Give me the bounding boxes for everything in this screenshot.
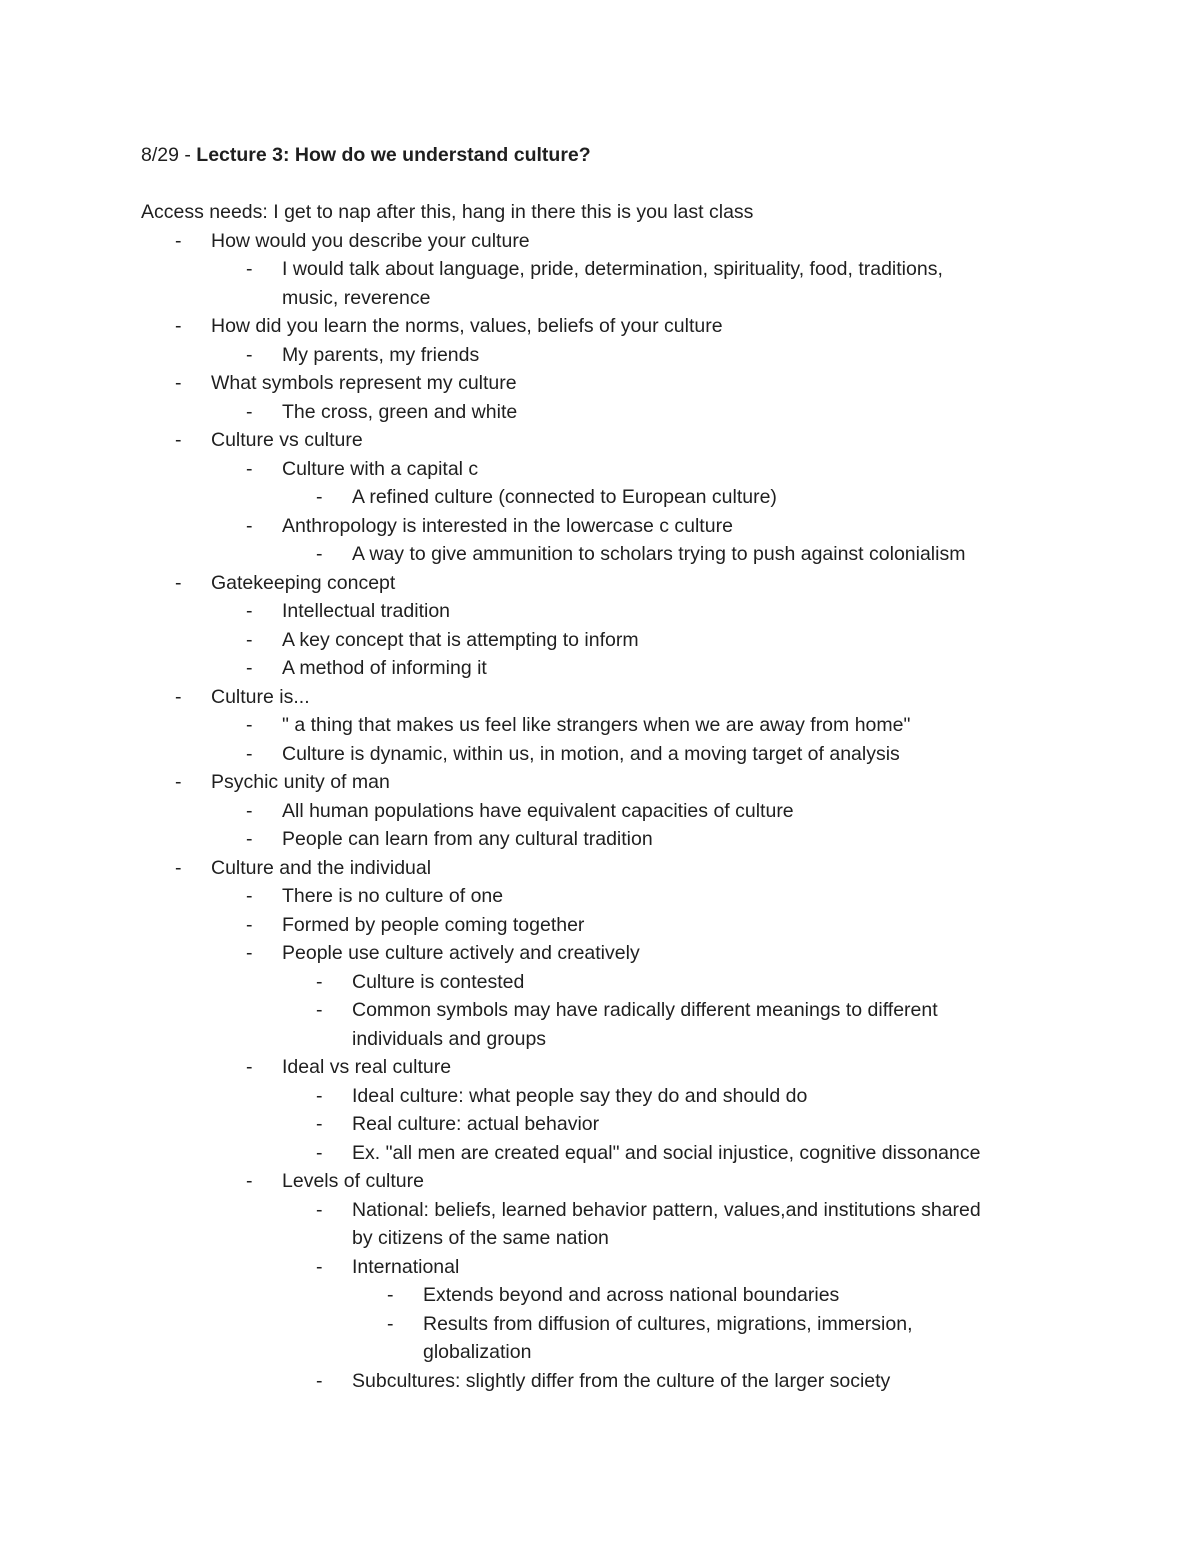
list-item xyxy=(141,968,1061,997)
list-item-text: Gatekeeping concept xyxy=(211,571,396,594)
bullet-dash: - xyxy=(246,514,253,537)
bullet-dash: - xyxy=(316,1084,323,1107)
bullet-dash: - xyxy=(246,400,253,423)
title-date: 8/29 - xyxy=(141,144,197,166)
list-item xyxy=(141,227,1061,256)
list-item xyxy=(141,341,1061,370)
bullet-dash: - xyxy=(316,970,323,993)
bullet-dash: - xyxy=(246,913,253,936)
list-item-text: All human populations have equivalent capacities of culture xyxy=(282,799,794,822)
bullet-dash: - xyxy=(246,343,253,366)
list-item xyxy=(141,1053,1061,1082)
list-item xyxy=(141,740,1061,769)
list-item xyxy=(141,483,1061,512)
list-item-text: Anthropology is interested in the lowercase c culture xyxy=(282,514,733,537)
blank-line xyxy=(141,170,1061,199)
bullet-dash: - xyxy=(316,1255,323,1278)
bullet-dash: - xyxy=(175,372,182,394)
list-item-text: I would talk about language, pride, determination, spirituality, food, traditions, xyxy=(282,258,943,280)
list-item xyxy=(141,512,1061,541)
list-item-text: A way to give ammunition to scholars trying to push against colonialism xyxy=(352,543,966,565)
bullet-dash: - xyxy=(246,942,253,964)
list-item xyxy=(141,597,1061,626)
bullet-dash: - xyxy=(246,828,253,850)
list-item-text: " a thing that makes us feel like strangers when we are away from home" xyxy=(282,714,911,736)
list-item-text: Levels of culture xyxy=(282,1170,424,1192)
list-item-text: Culture is contested xyxy=(352,970,525,993)
list-item-text: Psychic unity of man xyxy=(211,771,390,793)
list-item-text: People can learn from any cultural tradition xyxy=(282,828,653,850)
list-item xyxy=(141,1110,1061,1139)
bullet-dash: - xyxy=(175,315,182,337)
list-item-text: Ideal culture: what people say they do and should do xyxy=(352,1084,808,1107)
list-item xyxy=(141,996,1061,1053)
list-item xyxy=(141,1196,1061,1253)
list-item-text: People use culture actively and creatively xyxy=(282,942,640,964)
bullet-dash: - xyxy=(246,457,253,480)
list-item-text: A key concept that is attempting to inform xyxy=(282,628,639,651)
list-item xyxy=(141,683,1061,712)
list-item xyxy=(141,882,1061,911)
list-item xyxy=(141,398,1061,427)
list-item xyxy=(141,1167,1061,1196)
list-item-text: Common symbols may have radically different meanings to different xyxy=(352,999,938,1021)
list-item xyxy=(141,426,1061,455)
list-item-text: Culture with a capital c xyxy=(282,457,479,480)
bullet-dash: - xyxy=(246,1170,253,1192)
bullet-dash: - xyxy=(246,1056,253,1078)
list-item-text: Intellectual tradition xyxy=(282,600,451,622)
bullet-dash: - xyxy=(246,799,253,822)
bullet-dash: - xyxy=(175,856,182,879)
list-item xyxy=(141,911,1061,940)
bullet-dash: - xyxy=(387,1284,394,1306)
list-item xyxy=(141,455,1061,484)
bullet-dash: - xyxy=(316,486,323,508)
bullet-dash: - xyxy=(316,1369,323,1392)
list-item-text-continued: music, reverence xyxy=(282,286,431,309)
list-item-text: Formed by people coming together xyxy=(282,913,585,936)
list-item-text: Subcultures: slightly differ from the culture of the larger society xyxy=(352,1369,891,1392)
bullet-dash: - xyxy=(316,543,323,565)
list-item-text-continued: by citizens of the same nation xyxy=(352,1227,609,1249)
list-item-text: A method of informing it xyxy=(282,657,487,679)
list-item xyxy=(141,797,1061,826)
list-item xyxy=(141,654,1061,683)
list-item-text: Ex. "all men are created equal" and social injustice, cognitive dissonance xyxy=(352,1141,981,1164)
list-item-text: Culture is dynamic, within us, in motion, and a moving target of analysis xyxy=(282,742,900,765)
list-item-text: Extends beyond and across national boundaries xyxy=(423,1284,840,1306)
document-body xyxy=(141,141,1061,1395)
list-item-text: Real culture: actual behavior xyxy=(352,1113,600,1135)
access-needs-paragraph: Access needs: I get to nap after this, hang in there this is you last class xyxy=(141,201,754,223)
bullet-dash: - xyxy=(175,229,182,252)
list-item-text: My parents, my friends xyxy=(282,343,480,366)
list-item-text: A refined culture (connected to European culture) xyxy=(352,486,777,508)
list-item xyxy=(141,1253,1061,1282)
title-heading: Lecture 3: How do we understand culture? xyxy=(196,144,591,166)
list-item xyxy=(141,312,1061,341)
bullet-dash: - xyxy=(246,628,253,651)
list-item-text: Culture is... xyxy=(211,685,310,708)
bullet-dash: - xyxy=(387,1312,394,1335)
bullet-dash: - xyxy=(246,258,253,280)
bullet-dash: - xyxy=(175,429,182,451)
list-item xyxy=(141,569,1061,598)
list-item-text: Ideal vs real culture xyxy=(282,1056,452,1078)
bullet-dash: - xyxy=(246,885,253,907)
list-item xyxy=(141,1139,1061,1168)
list-item xyxy=(141,1281,1061,1310)
list-item xyxy=(141,711,1061,740)
list-item-text: The cross, green and white xyxy=(282,400,518,423)
list-item xyxy=(141,369,1061,398)
list-item-text: How would you describe your culture xyxy=(211,229,530,252)
list-item-text: National: beliefs, learned behavior pattern, values,and institutions shared xyxy=(352,1198,981,1221)
bullet-dash: - xyxy=(316,999,323,1021)
list-item-text: Culture and the individual xyxy=(211,856,432,879)
list-item xyxy=(141,768,1061,797)
bullet-dash: - xyxy=(316,1141,323,1164)
bullet-dash: - xyxy=(246,600,253,622)
bullet-dash: - xyxy=(316,1198,323,1221)
list-item-text: What symbols represent my culture xyxy=(211,372,517,394)
list-item xyxy=(141,939,1061,968)
list-item xyxy=(141,255,1061,312)
list-item xyxy=(141,626,1061,655)
bullet-dash: - xyxy=(316,1113,323,1135)
bullet-dash: - xyxy=(246,742,253,765)
list-item xyxy=(141,825,1061,854)
list-item-text: Results from diffusion of cultures, migrations, immersion, xyxy=(423,1312,913,1335)
list-item-text: There is no culture of one xyxy=(282,885,504,907)
bullet-dash: - xyxy=(175,685,182,708)
bullet-dash: - xyxy=(175,771,182,793)
list-item-text: Culture vs culture xyxy=(211,429,363,451)
bullet-dash: - xyxy=(246,657,253,679)
page-title xyxy=(141,141,1061,170)
list-item xyxy=(141,1082,1061,1111)
list-item-text-continued: globalization xyxy=(423,1341,532,1363)
bullet-dash: - xyxy=(246,714,253,736)
list-item xyxy=(141,1310,1061,1367)
list-item-text: How did you learn the norms, values, beliefs of your culture xyxy=(211,315,723,337)
bullet-dash: - xyxy=(175,571,182,594)
notes-list xyxy=(141,227,1061,1396)
list-item xyxy=(141,540,1061,569)
list-item-text-continued: individuals and groups xyxy=(352,1027,547,1050)
list-item-text: International xyxy=(352,1255,460,1278)
list-item xyxy=(141,854,1061,883)
list-item xyxy=(141,1367,1061,1396)
